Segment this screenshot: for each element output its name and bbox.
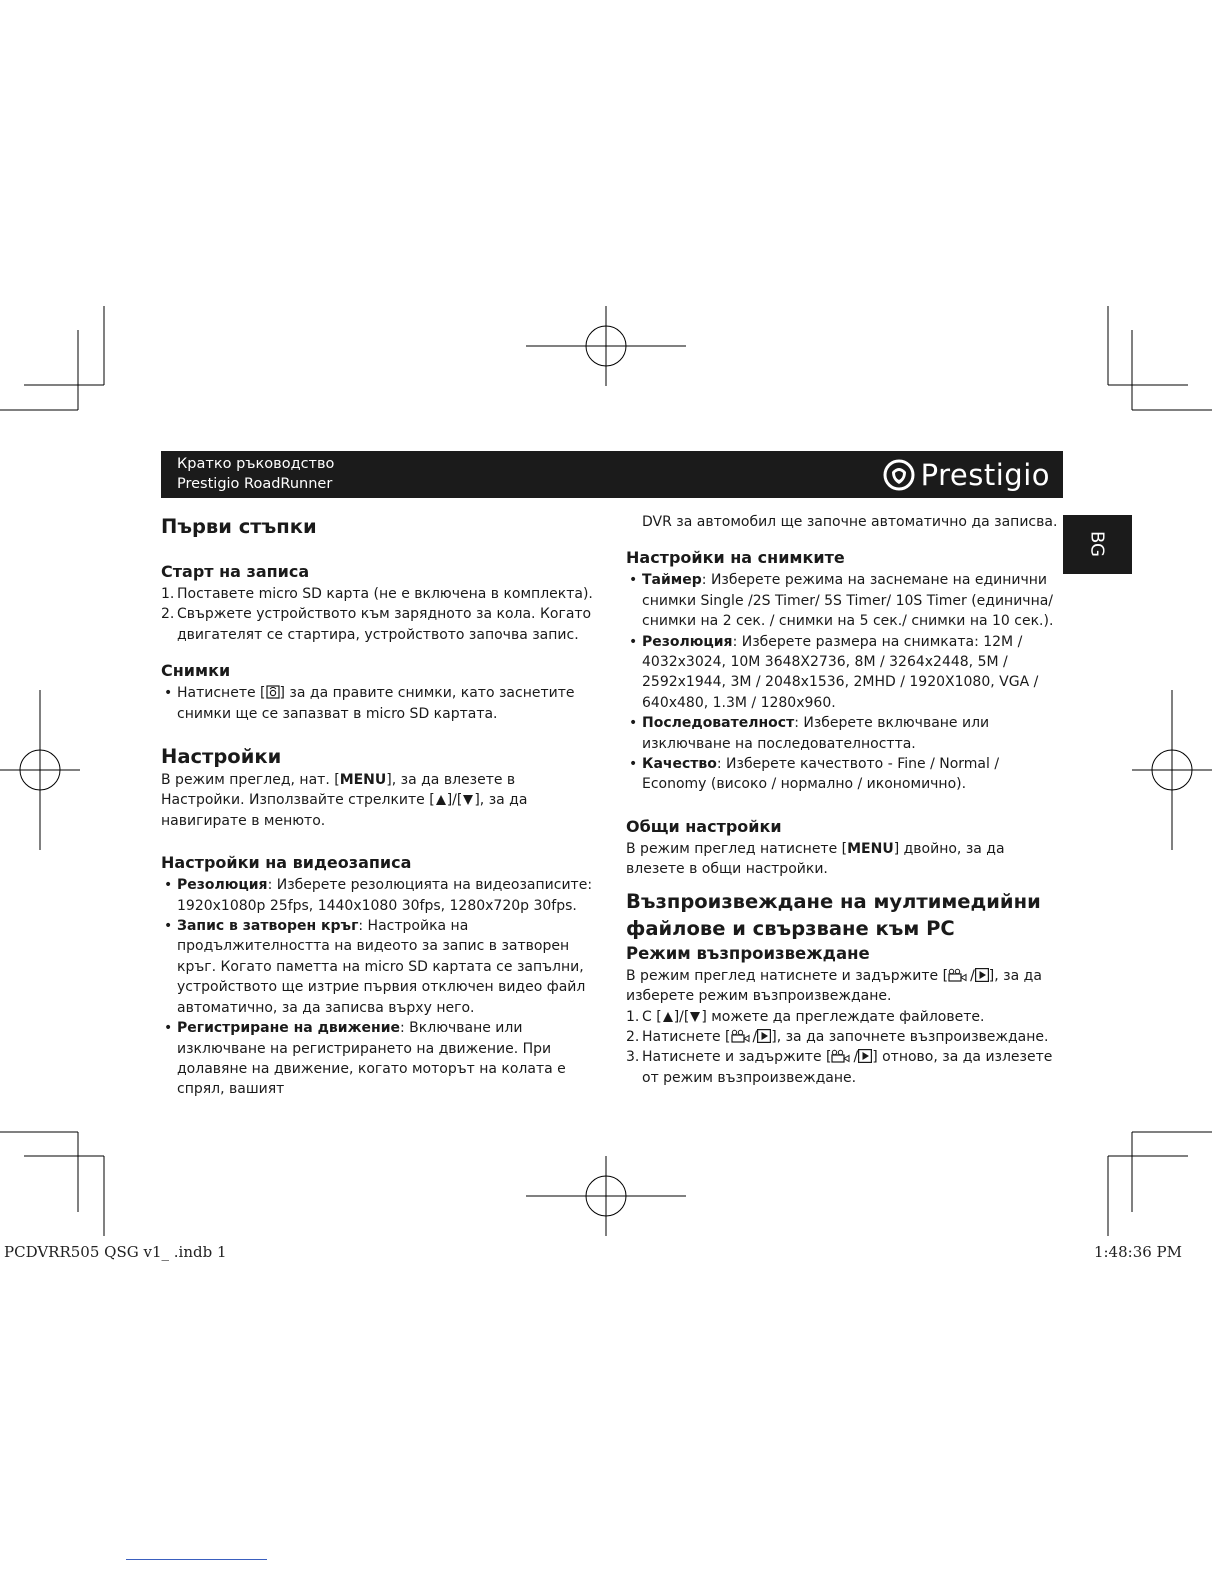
video-mode-icon xyxy=(948,968,970,982)
subsection-title-photos: Снимки xyxy=(161,661,231,681)
list-item: 3. Натиснете и задържите [ / ] отново, за да излезете от режим възпроизвеждане. xyxy=(626,1049,1053,1086)
video-mode-icon xyxy=(731,1029,753,1043)
arrow-up-icon xyxy=(662,1011,674,1023)
brand-logo xyxy=(883,457,1050,493)
play-icon xyxy=(858,1049,872,1063)
list-item: • Регистриране на движение: Включване или изключване на регистрирането на движение. При долавяне на движение, когато моторът на колата е спрял, вашият xyxy=(164,1020,566,1098)
settings-paragraph: В режим преглед, нат. [MENU], за да влезете в Настройки. Използвайте стрелките [ ]/[ ], за да навигирате в менюто. xyxy=(161,772,528,829)
list-item: • Резолюция: Изберете размера на снимката: 12M / 4032x3024, 10M 3648X2736, 8M / 3264x2448, 5M / 2592x1944, 3M / 2048x1536, 2MHD / 1920X1080, VGA / 640x480, 1.3M / 1280x960. xyxy=(629,633,1039,711)
arrow-down-icon xyxy=(689,1011,701,1023)
subsection-title-video: Настройки на видеозаписа xyxy=(161,853,412,873)
prestigio-logo-icon xyxy=(883,459,915,491)
play-icon xyxy=(757,1029,771,1043)
section-title-first-steps: Първи стъпки xyxy=(161,515,317,538)
bottom-divider xyxy=(126,1559,267,1560)
list-item: 1. Поставете micro SD карта (не е включена в комплекта). xyxy=(161,586,593,602)
subsection-title-snapshots: Настройки на снимките xyxy=(626,548,845,568)
list-item: • Качество: Изберете качеството - Fine / Normal / Economy (високо / нормално / икономично). xyxy=(629,756,1000,793)
list-item: 2. Натиснете [ / ], за да започнете възпроизвеждане. xyxy=(626,1028,1049,1045)
list-item: 2. Свържете устройството към зарядното за кола. Когато двигателят се стартира, устройството започва запис. xyxy=(161,606,592,643)
subsection-title-general: Общи настройки xyxy=(626,816,782,836)
list-item: 1. С [ ]/[ ] можете да преглеждате файловете. xyxy=(626,1008,985,1025)
header-product: Prestigio RoadRunner xyxy=(177,476,333,492)
left-column xyxy=(161,512,601,1100)
arrow-down-icon xyxy=(462,794,474,806)
language-code: BG xyxy=(1086,531,1108,557)
play-icon xyxy=(975,968,989,982)
list-item: • Натиснете [ ] за да правите снимки, като заснетите снимки ще се запазват в micro SD картата. xyxy=(164,685,575,722)
section-title-settings: Настройки xyxy=(161,745,282,769)
list-item: • Последователност: Изберете включване или изключване на последователността. xyxy=(629,715,990,752)
playback-paragraph: В режим преглед натиснете и задържите [ / ], за да изберете режим възпроизвеждане. xyxy=(626,967,1042,1005)
header-title: Кратко ръководство xyxy=(177,456,335,472)
language-tab xyxy=(1063,515,1132,574)
footer-time: 1:48:36 PM xyxy=(1093,1243,1182,1261)
list-item: • Резолюция: Изберете резолюцията на видеозаписите: 1920x1080p 25fps, 1440x1080 30fps, 1280x720p 30fps. xyxy=(164,877,593,914)
logo-text: Prestigio xyxy=(920,458,1050,492)
continued-text: DVR за автомобил ще започне автоматично да записва. xyxy=(642,514,1058,530)
subsection-title-playback-mode: Режим възпроизвеждане xyxy=(626,943,870,963)
list-item: • Таймер: Изберете режима на заснемане на единични снимки Single /2S Timer/ 5S Timer/ 10S Timer (единична/ снимки на 2 сек. / снимки на 5 сек./ снимки на 10 сек.). xyxy=(629,572,1054,630)
footer-file-info: PCDVRR505 QSG v1_ .indb 1 xyxy=(4,1243,227,1261)
section-title-playback: Възпроизвеждане на мултимедийни файлове и свързване към PC xyxy=(626,889,1041,940)
video-mode-icon xyxy=(831,1049,853,1063)
list-item: • Запис в затворен кръг: Настройка на продължителността на видеото за запис в затворен кръг. Когато паметта на micro SD картата се запълни, устройството ще изтрие първия отключен видео файл автоматично, за да записва върху него. xyxy=(164,918,586,1016)
right-column xyxy=(626,512,1066,1088)
header-bar xyxy=(161,451,1063,498)
arrow-up-icon xyxy=(435,794,447,806)
general-paragraph: В режим преглед натиснете [MENU] двойно, за да влезете в общи настройки. xyxy=(626,840,1005,878)
camera-icon xyxy=(266,685,280,699)
subsection-title-recording: Старт на записа xyxy=(161,562,310,581)
